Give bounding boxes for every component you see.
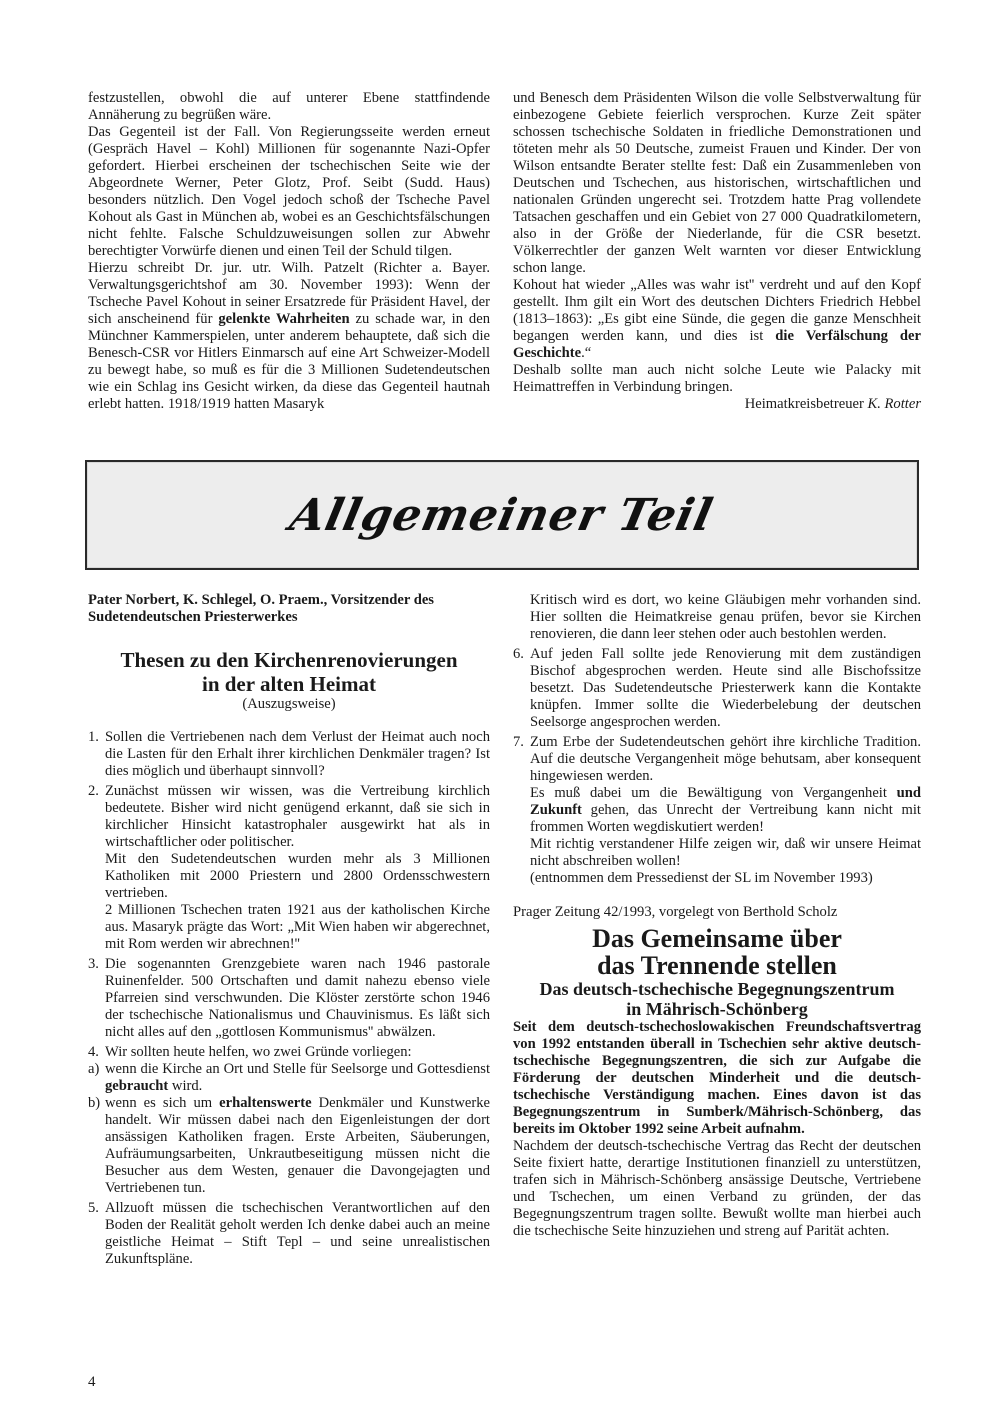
- item-text: Auf jeden Fall sollte jede Renovierung mit dem zuständigen Bischof abgesprochen werden. Heute sind alle Bischofssitze besetzt. Das Sudetendeutsche Priesterwerk kann die Kontakte knüpfen. Immer sollte die Wiederbelebung der deutschen Seelsorge angesprochen werden.: [530, 646, 921, 730]
- signature-name: K. Rotter: [867, 396, 921, 412]
- item-text: Es muß dabei um die Bewältigung von Vergangenheit: [530, 785, 897, 801]
- paragraph: [513, 277, 921, 362]
- paragraph: Deshalb sollte man auch nicht solche Leute wie Palacky mit Heimattreffen in Verbindung bringen.: [513, 362, 921, 395]
- continued-paragraph: Kritisch wird es dort, wo keine Gläubigen mehr vorhanden sind. Hier sollten die Heimatkreise genau prüfen, bevor sie Kirchen renovieren, die dann leer stehen oder auch bestohlen werden.: [530, 592, 921, 642]
- item-number: 5.: [88, 1200, 99, 1216]
- article-title: [88, 648, 490, 696]
- article-theses-column: [88, 592, 490, 1271]
- text: .“: [581, 345, 592, 361]
- list-item: [88, 1044, 490, 1061]
- bold-text: erhaltenswerte: [219, 1095, 312, 1111]
- source-note: (entnommen dem Pressedienst der SL im November 1993): [530, 870, 873, 886]
- item-number: a): [88, 1061, 100, 1077]
- page-number: 4: [88, 1374, 96, 1390]
- list-item: [88, 1200, 490, 1268]
- text: zu schade war, in den Münchner Kammerspielen, unter anderem behauptete, daß sich die Benesch-CSR vor Hitlers Einmarsch auf eine Art Schweizer-Modell zu bewegt habe, so muß es für die 3 Millionen Sudetendeutschen wie ein Schlag ins Gesicht wirken, da diese das Gegenteil hautnah erlebt hatten. 1918/1919 hatten Masaryk: [88, 311, 490, 412]
- item-text: wenn es sich um: [105, 1095, 220, 1111]
- item-number: 1.: [88, 729, 99, 745]
- list-item: [88, 1095, 490, 1197]
- top-right-column: [513, 90, 921, 413]
- bold-text: die Verfälschung der Geschichte: [513, 328, 921, 361]
- paragraph: und Benesch dem Präsidenten Wilson die volle Selbstverwaltung für einbezogene Gebiete feierlich versprochen. Kurze Zeit später schossen tschechische Soldaten in friedliche Demonstrationen und töteten mehr als 50 Deutsche, zumeist Frauen und Kinder. Der von Wilson entsandte Berater stellte fest: Daß ein Zusammenleben von Deutschen und Tschechen, aus historischen, wirtschaftlichen und nationalen Gründen ungerecht sei. Trotzdem hatte Prag vollendete Tatsachen geschaffen und ein Gebiet von 27 000 Quadratkilometern, also in der Größe der Niederlande, für die CSR besetzt. Völkerrechtler der ganzen Welt warnten vor dieser Entwicklung schon lange.: [513, 90, 921, 276]
- theses-list: [88, 729, 490, 1268]
- text: Kohout hat wieder „Alles was wahr ist'' verdreht und auf den Kopf gestellt. Ihm gilt ein Wort des deutschen Dichters Friedrich Hebbel (1813–1863): „Es gibt eine Sünde, die gegen die ganze Menschheit begangen werden kann, und dies ist: [513, 277, 921, 344]
- article-lead: Seit dem deutsch-tschechoslowakischen Freundschaftsvertrag von 1992 entstanden überall in Tschechien sehr aktive deutsch-tschechische Begegnungszentren, die sich zur Aufgabe die Förderung der deutschen Minderheit und die deutsch-tschechische Verständigung machen. Eines davon ist das Begegnungszentrum in Sumberk/Mährisch-Schönberg, das bereits im Oktober 1992 seine Arbeit aufnahm.: [513, 1019, 921, 1137]
- item-number: 3.: [88, 956, 99, 972]
- paragraph: festzustellen, obwohl die auf unterer Ebene stattfindende Annäherung zu begrüßen wäre.: [88, 90, 490, 123]
- item-text: wird.: [168, 1078, 203, 1094]
- title-line: Das Gemeinsame über: [592, 924, 842, 953]
- paragraph: [88, 260, 490, 413]
- item-text: Die sogenannten Grenzgebiete waren nach 1946 pastorale Ruinenfelder. 500 Ortschaften und damit nahezu ebenso viele Pfarreien sind verschwunden. Die Klöster zerstörte schon 1946 der tschechische Nationalismus und Chauvinismus. Es läßt sich nicht alles auf den „gottlosen Kommunismus'' abwälzen.: [105, 956, 490, 1040]
- bold-text: und Zukunft: [530, 785, 921, 818]
- item-number: b): [88, 1095, 101, 1111]
- paragraph: Nachdem der deutsch-tschechische Vertrag das Recht der deutschen Seite fixiert hatte, derartige Institutionen finanziell zu unterstützen, trafen sich in Mährisch-Schönberg ansässige Deutsche, Vertriebene und Tschechen, um einen Verband zu gründen, der das Begegnungszentrum tragen sollte. Bewußt wollte man hierbei auch die tschechische Seite hinzuziehen und streng auf Parität achten.: [513, 1138, 921, 1239]
- title-line: Thesen zu den Kirchenrenovierungen: [120, 648, 458, 672]
- list-item: [88, 956, 490, 1041]
- subtitle-line: Das deutsch-tschechische Begegnungszentrum: [539, 979, 895, 999]
- section-banner: [85, 460, 919, 570]
- right-column-articles: [513, 592, 921, 1240]
- list-item: [513, 646, 921, 731]
- item-number: 6.: [513, 646, 524, 662]
- item-text: Denkmäler und Kunstwerke handelt. Wir müssen dabei nach den Eigenleistungen der dort ansässigen Katholiken fragen. Erste Arbeiten, Säuberungen, Aufräumungsarbeiten, Unkrautbeseitigung müssen nicht die Besucher aus dem Westen, genauer die Davongejagten und Vertriebenen tun.: [105, 1095, 490, 1196]
- item-text: Wir sollten heute helfen, wo zwei Gründe vorliegen:: [105, 1044, 412, 1060]
- subtitle-line: in Mährisch-Schönberg: [626, 999, 808, 1019]
- article-byline: Pater Norbert, K. Schlegel, O. Praem., Vorsitzender des Sudetendeutschen Priesterwerkes: [88, 592, 434, 625]
- item-text: Zunächst müssen wir wissen, was die Vertreibung kirchlich bedeutete. Bisher wird nicht genügend erkannt, daß sie sich in kirchlicher Hinsicht katastrophaler ausgewirkt hat als in wirtschaftlicher oder politischer.: [105, 783, 490, 850]
- item-number: 7.: [513, 734, 524, 750]
- item-text: Sollen die Vertriebenen nach dem Verlust der Heimat auch noch die Lasten für den Erhalt ihrer kirchlichen Denkmäler tragen? Ist dies möglich und überhaupt sinnvoll?: [105, 729, 490, 779]
- title-line: in der alten Heimat: [201, 672, 376, 696]
- article-subtitle: (Auszugsweise): [242, 696, 336, 712]
- list-item: [88, 729, 490, 780]
- bold-text: gebraucht: [105, 1078, 169, 1094]
- item-text: Zum Erbe der Sudetendeutschen gehört ihre kirchliche Tradition. Auf die deutsche Vergangenheit möge behutsam, aber konsequent hingewiesen werden.: [530, 734, 921, 784]
- list-item: [513, 734, 921, 887]
- text: Hierzu schreibt Dr. jur. utr. Wilh. Patzelt (Richter a. Bayer. Verwaltungsgerichtshof am 30. November 1993): Wenn der Tscheche Pavel Kohout in seiner Ersatzrede für Präsident Havel, der sich anscheinend für: [88, 260, 490, 327]
- signature-role: Heimatkreisbetreuer: [744, 396, 868, 412]
- section-title: Allgemeiner Teil: [285, 489, 719, 541]
- item-number: 2.: [88, 783, 99, 799]
- item-text: Mit den Sudetendeutschen wurden mehr als 3 Millionen Katholiken mit 2000 Priestern und 2800 Ordensschwestern vertrieben.: [105, 851, 490, 901]
- item-text: gehen, das Unrecht der Vertreibung kann nicht mit frommen Worten wegdiskutiert werden!: [530, 802, 921, 835]
- item-text: Allzuoft müssen die tschechischen Verantwortlichen auf den Boden der Realität geholt werden Ich denke dabei auch an meine geistliche Heimat – Stift Tepl – und seine unrealistischen Zukunftspläne.: [105, 1200, 490, 1267]
- list-item: [88, 1061, 490, 1095]
- item-text: Mit richtig verstandener Hilfe zeigen wir, daß wir unsere Heimat nicht abschreiben wollen!: [530, 836, 921, 869]
- article-source-line: Prager Zeitung 42/1993, vorgelegt von Berthold Scholz: [513, 904, 838, 920]
- title-line: das Trennende stellen: [597, 951, 837, 980]
- list-item: [88, 783, 490, 953]
- paragraph: Das Gegenteil ist der Fall. Von Regierungsseite werden erneut (Gespräch Havel – Kohl) Millionen für sogenannte Nazi-Opfer gefordert. Hierbei erscheinen der tschechischen Seite wie der Abgeordnete Werner, Peter Glotz, Prof. Seibt (Sudd. Haus) besonders nützlich. Den Vogel jedoch schoß der Tscheche Pavel Kohout als Gast in München ab, wobei es an Geschichtsfälschungen nicht fehlte. Falsche Schuldzuweisungen sollen zur Abwehr berechtigter Vorwürfe dienen und einen Teil der Schuld tilgen.: [88, 124, 490, 259]
- item-text: wenn die Kirche an Ort und Stelle für Seelsorge und Gottesdienst: [105, 1061, 490, 1077]
- article-title: [513, 925, 921, 979]
- theses-list-continued: [513, 646, 921, 887]
- article-subtitle: [513, 979, 921, 1019]
- signature: [513, 396, 921, 413]
- bold-text: gelenkte Wahrheiten: [218, 311, 350, 327]
- item-number: 4.: [88, 1044, 99, 1060]
- top-left-column: [88, 90, 490, 413]
- item-text: 2 Millionen Tschechen traten 1921 aus der katholischen Kirche aus. Masaryk prägte das Wort: „Mit Wien haben wir abgerechnet, mit Rom werden wir abrechnen!'': [105, 902, 490, 952]
